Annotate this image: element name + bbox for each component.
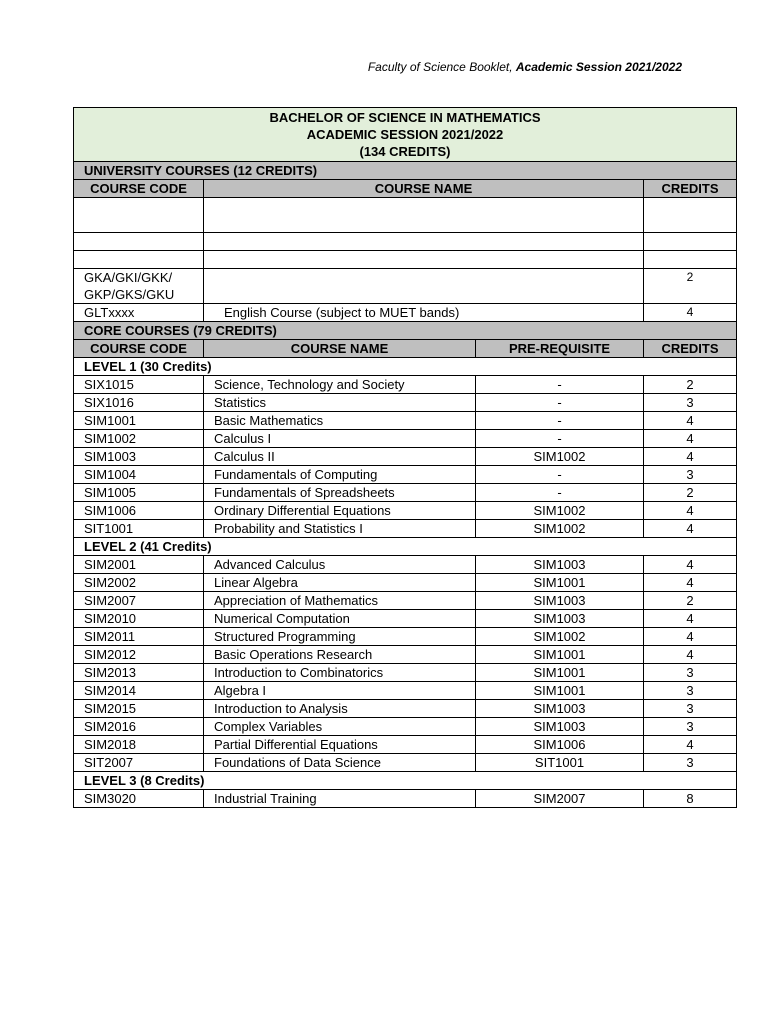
course-code: SIM2011 — [74, 628, 204, 646]
blank-credits — [644, 198, 737, 233]
col-credits: CREDITS — [644, 340, 737, 358]
course-prerequisite: SIT1001 — [476, 754, 644, 772]
course-credits: 4 — [644, 304, 737, 322]
course-credits: 8 — [644, 790, 737, 808]
university-section-label: UNIVERSITY COURSES (12 CREDITS) — [74, 162, 737, 180]
course-row — [74, 448, 737, 466]
header-prefix: Faculty of Science Booklet, — [367, 60, 516, 74]
course-name: Introduction to Combinatorics — [204, 664, 476, 682]
course-name: English Course (subject to MUET bands) — [204, 304, 644, 322]
course-code: SIM2007 — [74, 592, 204, 610]
course-credits: 2 — [644, 269, 737, 304]
col-course-code: COURSE CODE — [74, 180, 204, 198]
course-row — [74, 556, 737, 574]
course-row — [74, 646, 737, 664]
course-row — [74, 484, 737, 502]
university-row-gk — [74, 269, 737, 304]
course-row — [74, 412, 737, 430]
university-row-glt — [74, 304, 737, 322]
course-name: Statistics — [204, 394, 476, 412]
course-row — [74, 574, 737, 592]
course-name: Complex Variables — [204, 718, 476, 736]
col-credits: CREDITS — [644, 180, 737, 198]
course-row — [74, 430, 737, 448]
course-credits: 4 — [644, 502, 737, 520]
course-code: SIX1016 — [74, 394, 204, 412]
course-row — [74, 610, 737, 628]
university-row-blank-3 — [74, 251, 737, 269]
course-credits: 4 — [644, 628, 737, 646]
course-prerequisite: SIM1002 — [476, 520, 644, 538]
page-header — [368, 60, 682, 74]
university-row-blank-2 — [74, 233, 737, 251]
course-code: SIM2016 — [74, 718, 204, 736]
course-row — [74, 700, 737, 718]
level-label: LEVEL 3 (8 Credits) — [74, 772, 737, 790]
course-code: SIM2013 — [74, 664, 204, 682]
course-row — [74, 502, 737, 520]
level-row — [74, 358, 737, 376]
course-prerequisite: - — [476, 430, 644, 448]
course-name: Industrial Training — [204, 790, 476, 808]
course-name: Fundamentals of Spreadsheets — [204, 484, 476, 502]
course-row — [74, 466, 737, 484]
course-name: Introduction to Analysis — [204, 700, 476, 718]
course-code: SIM2014 — [74, 682, 204, 700]
course-prerequisite: - — [476, 394, 644, 412]
title-cell — [74, 108, 737, 162]
course-code-line1: GKA/GKI/GKK/ — [84, 270, 173, 285]
col-course-code: COURSE CODE — [74, 340, 204, 358]
course-row — [74, 664, 737, 682]
course-row — [74, 790, 737, 808]
blank-code — [74, 198, 204, 233]
university-header-row — [74, 180, 737, 198]
course-prerequisite: - — [476, 412, 644, 430]
blank-name — [204, 198, 644, 233]
course-code — [74, 269, 204, 304]
course-prerequisite: SIM2007 — [476, 790, 644, 808]
course-row — [74, 376, 737, 394]
course-code: SIM1003 — [74, 448, 204, 466]
course-name: Calculus I — [204, 430, 476, 448]
course-row — [74, 736, 737, 754]
course-prerequisite: SIM1002 — [476, 628, 644, 646]
course-code: SIM2001 — [74, 556, 204, 574]
course-code: SIM2018 — [74, 736, 204, 754]
course-prerequisite: - — [476, 466, 644, 484]
blank-name — [204, 233, 644, 251]
course-name: Basic Operations Research — [204, 646, 476, 664]
course-prerequisite: SIM1001 — [476, 574, 644, 592]
title-row — [74, 108, 737, 162]
course-credits: 4 — [644, 520, 737, 538]
course-credits: 2 — [644, 376, 737, 394]
course-row — [74, 394, 737, 412]
course-name: Probability and Statistics I — [204, 520, 476, 538]
course-code: SIM1004 — [74, 466, 204, 484]
course-code: SIM1005 — [74, 484, 204, 502]
course-prerequisite: - — [476, 484, 644, 502]
course-credits: 3 — [644, 682, 737, 700]
course-row — [74, 754, 737, 772]
course-row — [74, 592, 737, 610]
course-credits: 3 — [644, 664, 737, 682]
course-credits: 2 — [644, 484, 737, 502]
blank-code — [74, 251, 204, 269]
blank-credits — [644, 233, 737, 251]
course-prerequisite: SIM1001 — [476, 682, 644, 700]
course-prerequisite: SIM1003 — [476, 610, 644, 628]
course-row — [74, 628, 737, 646]
course-credits: 4 — [644, 646, 737, 664]
level-row — [74, 772, 737, 790]
col-course-name: COURSE NAME — [204, 180, 644, 198]
level-label: LEVEL 2 (41 Credits) — [74, 538, 737, 556]
level-row — [74, 538, 737, 556]
course-prerequisite: SIM1006 — [476, 736, 644, 754]
core-section-label: CORE COURSES (79 CREDITS) — [74, 322, 737, 340]
course-name: Appreciation of Mathematics — [204, 592, 476, 610]
course-code: SIM1002 — [74, 430, 204, 448]
course-credits: 3 — [644, 466, 737, 484]
core-section-row — [74, 322, 737, 340]
course-name: Partial Differential Equations — [204, 736, 476, 754]
course-name: Algebra I — [204, 682, 476, 700]
course-name: Foundations of Data Science — [204, 754, 476, 772]
course-table — [73, 107, 737, 808]
blank-code — [74, 233, 204, 251]
university-row-blank-1 — [74, 198, 737, 233]
course-name: Calculus II — [204, 448, 476, 466]
header-session: Academic Session 2021/2022 — [515, 60, 682, 74]
course-credits: 4 — [644, 574, 737, 592]
course-code: SIT1001 — [74, 520, 204, 538]
course-name: Linear Algebra — [204, 574, 476, 592]
course-prerequisite: SIM1003 — [476, 718, 644, 736]
course-prerequisite: SIM1003 — [476, 700, 644, 718]
level-label: LEVEL 1 (30 Credits) — [74, 358, 737, 376]
course-row — [74, 520, 737, 538]
course-code-line2: GKP/GKS/GKU — [84, 287, 175, 302]
course-credits: 2 — [644, 592, 737, 610]
course-credits: 3 — [644, 700, 737, 718]
course-credits: 4 — [644, 610, 737, 628]
course-name — [204, 269, 644, 304]
course-code: SIM2012 — [74, 646, 204, 664]
course-code: SIM2002 — [74, 574, 204, 592]
course-credits: 4 — [644, 736, 737, 754]
course-prerequisite: SIM1002 — [476, 448, 644, 466]
course-prerequisite: - — [476, 376, 644, 394]
course-code: SIM2010 — [74, 610, 204, 628]
course-credits: 3 — [644, 394, 737, 412]
course-row — [74, 718, 737, 736]
course-code: GLTxxxx — [74, 304, 204, 322]
course-credits: 4 — [644, 448, 737, 466]
course-name: Basic Mathematics — [204, 412, 476, 430]
course-prerequisite: SIM1003 — [476, 556, 644, 574]
course-name: Fundamentals of Computing — [204, 466, 476, 484]
session-title: ACADEMIC SESSION 2021/2022 — [306, 127, 504, 142]
core-header-row — [74, 340, 737, 358]
course-name: Advanced Calculus — [204, 556, 476, 574]
col-course-name: COURSE NAME — [204, 340, 476, 358]
course-code: SIX1015 — [74, 376, 204, 394]
course-prerequisite: SIM1001 — [476, 646, 644, 664]
university-section-row — [74, 162, 737, 180]
course-credits: 4 — [644, 412, 737, 430]
course-credits: 4 — [644, 556, 737, 574]
course-code: SIM1006 — [74, 502, 204, 520]
course-credits: 3 — [644, 754, 737, 772]
course-name: Science, Technology and Society — [204, 376, 476, 394]
course-row — [74, 682, 737, 700]
course-code: SIT2007 — [74, 754, 204, 772]
course-credits: 4 — [644, 430, 737, 448]
blank-credits — [644, 251, 737, 269]
course-code: SIM1001 — [74, 412, 204, 430]
course-name: Ordinary Differential Equations — [204, 502, 476, 520]
course-name: Numerical Computation — [204, 610, 476, 628]
program-title: BACHELOR OF SCIENCE IN MATHEMATICS — [269, 110, 541, 125]
course-name: Structured Programming — [204, 628, 476, 646]
total-credits: (134 CREDITS) — [359, 144, 451, 159]
course-prerequisite: SIM1001 — [476, 664, 644, 682]
col-prerequisite: PRE-REQUISITE — [476, 340, 644, 358]
course-code: SIM2015 — [74, 700, 204, 718]
blank-name — [204, 251, 644, 269]
course-code: SIM3020 — [74, 790, 204, 808]
course-credits: 3 — [644, 718, 737, 736]
course-prerequisite: SIM1003 — [476, 592, 644, 610]
course-prerequisite: SIM1002 — [476, 502, 644, 520]
